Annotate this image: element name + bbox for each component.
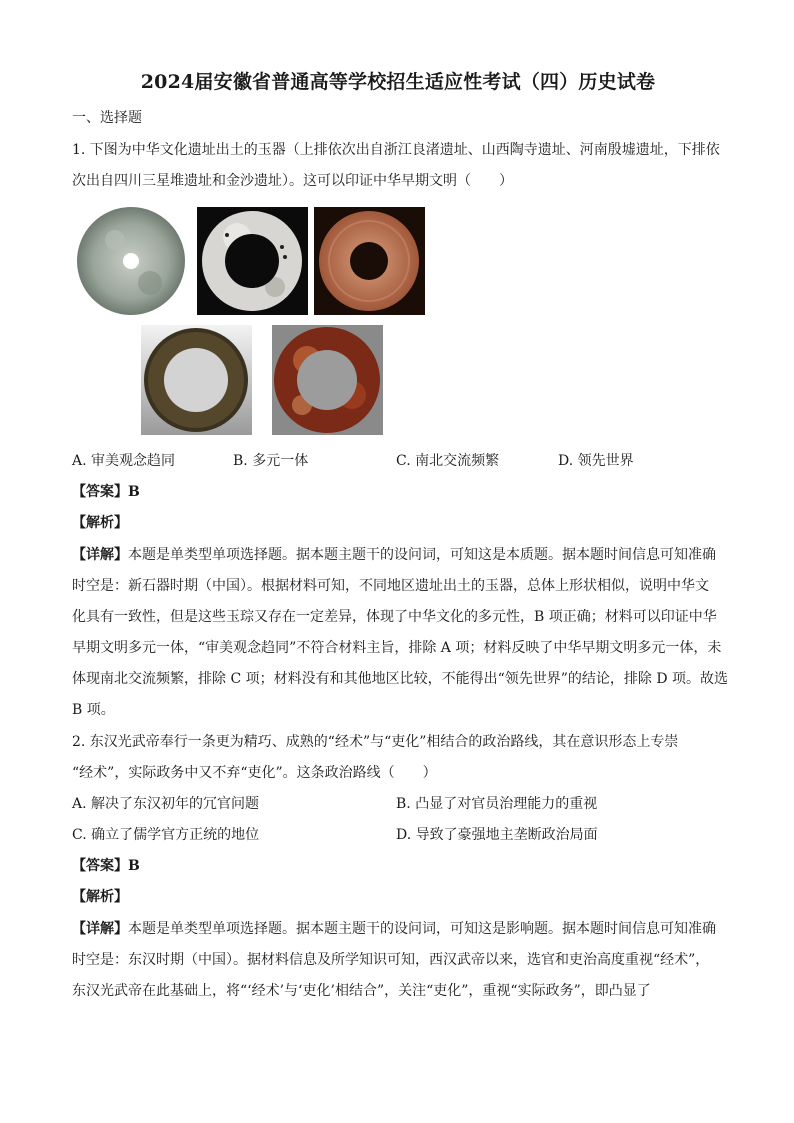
q1-detail-line-2: 时空是：新石器时期（中国）。根据材料可知，不同地区遗址出土的玉器，总体上形状相似，说明中华文 <box>72 578 709 594</box>
q1-detail-line-6: B 项。 <box>72 702 115 718</box>
q2-detail-tag: 【详解】 <box>72 921 128 937</box>
q2-analysis-heading: 【解析】 <box>72 889 128 905</box>
q2-option-d: D. 导致了豪强地主垄断政治局面 <box>396 827 598 843</box>
q1-answer: 【答案】B <box>72 484 140 500</box>
q2-stem-line-1: 2. 东汉光武帝奉行一条更为精巧、成熟的“经术”与“吏化”相结合的政治路线，其在意识形态上专崇 <box>72 734 679 750</box>
q1-detail-line-5: 体现南北交流频繁，排除 C 项；材料没有和其他地区比较，不能得出“领先世界”的结论，排除 D 项。故选 <box>72 671 729 687</box>
jade-bi-liangzhu-image <box>75 205 187 317</box>
q2-option-c: C. 确立了儒学官方正统的地位 <box>72 827 260 843</box>
q2-answer: 【答案】B <box>72 858 140 874</box>
jade-bi-yinxu-image <box>314 207 425 315</box>
q1-option-a: A. 审美观念趋同 <box>72 453 176 469</box>
q1-option-b: B. 多元一体 <box>233 453 309 469</box>
q2-detail-line-3: 东汉光武帝在此基础上，将“‘经术’与‘吏化’相结合”，关注“吏化”，重视“实际政务”，即凸显了 <box>72 983 651 999</box>
q2-stem-line-2: “经术”，实际政务中又不弃“吏化”。这条政治路线（ ） <box>72 765 437 781</box>
q1-detail-line-1: 【详解】本题是单类型单项选择题。据本题主题干的设问词，可知这是本质题。据本题时间信息可知准确 <box>72 547 716 563</box>
q2-option-b: B. 凸显了对官员治理能力的重视 <box>396 796 598 812</box>
page-title: 2024届安徽省普通高等学校招生适应性考试（四）历史试卷 <box>140 71 656 93</box>
q2-detail-line-1: 【详解】本题是单类型单项选择题。据本题主题干的设问词，可知这是影响题。据本题时间信息可知准确 <box>72 921 716 937</box>
q2-detail-line-2: 时空是：东汉时期（中国）。据材料信息及所学知识可知，西汉武帝以来，选官和吏治高度重视“经术”， <box>72 952 710 968</box>
jade-ring-taosi-image <box>197 207 308 315</box>
section-heading: 一、选择题 <box>72 110 142 126</box>
jade-ring-sanxingdui-image <box>141 325 252 435</box>
q1-detail-tag: 【详解】 <box>72 547 128 563</box>
q1-option-d: D. 领先世界 <box>558 453 634 469</box>
q2-option-a: A. 解决了东汉初年的冗官问题 <box>72 796 260 812</box>
q1-analysis-heading: 【解析】 <box>72 515 128 531</box>
q1-option-c: C. 南北交流频繁 <box>396 453 500 469</box>
q1-stem-line-2: 次出自四川三星堆遗址和金沙遗址）。这可以印证中华早期文明（ ） <box>72 173 513 189</box>
q1-stem-line-1: 1. 下图为中华文化遗址出土的玉器（上排依次出自浙江良渚遗址、山西陶寺遗址、河南殷墟遗址，下排依 <box>72 142 720 158</box>
jade-ring-jinsha-image <box>272 325 383 435</box>
q1-detail-line-4: 早期文明多元一体，“审美观念趋同”不符合材料主旨，排除 A 项；材料反映了中华早期文明多元一体，未 <box>72 640 722 656</box>
q1-detail-line-3: 化具有一致性，但是这些玉琮又存在一定差异，体现了中华文化的多元性，B 项正确；材料可以印证中华 <box>72 609 717 625</box>
